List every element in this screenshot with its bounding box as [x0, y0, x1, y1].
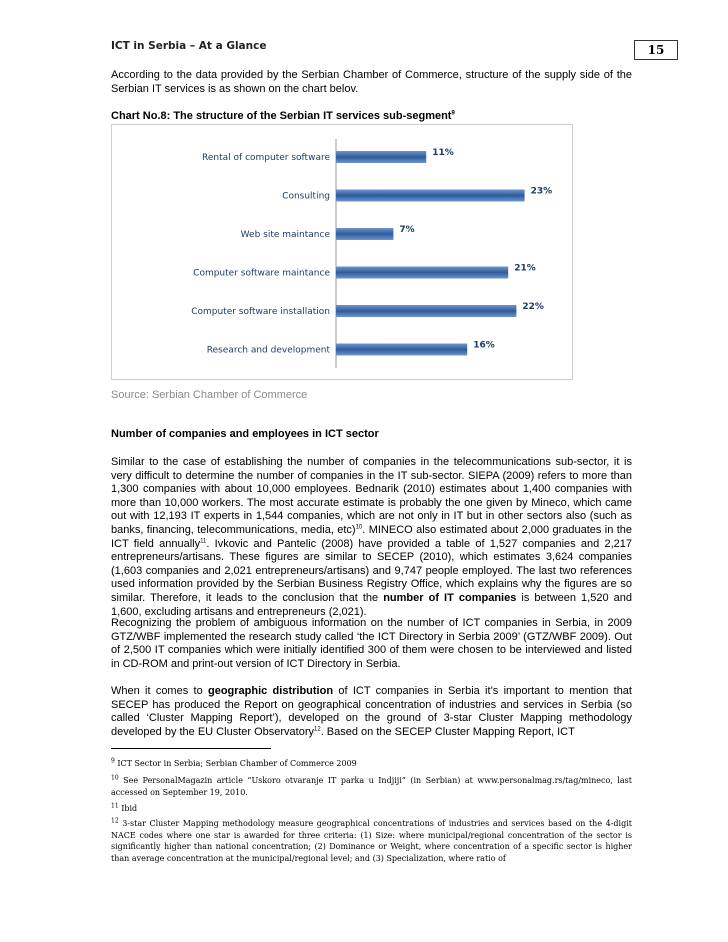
- footnote-number: 9: [111, 757, 115, 765]
- category-label: Web site maintance: [240, 230, 330, 240]
- paragraph-directory: Recognizing the problem of ambiguous information on the number of ICT companies in Serbia, in 2009 GTZ/WBF implemented the research study called ‘the ICT Directory in Serbia 2009’ (GTZ/WBF 2009). Out of 2,500 IT companies which were initially identified 300 of them were chosen to be interviewed and listed in CD-ROM and print-out version of ICT Directory in Serbia.: [111, 617, 632, 670]
- footnote-12: [111, 818, 632, 864]
- footnote-ref: 10: [355, 524, 363, 531]
- footnote-11: [111, 803, 632, 815]
- data-label: 21%: [514, 263, 536, 274]
- category-label: Rental of computer software: [202, 153, 330, 163]
- page-number: 15: [634, 40, 678, 60]
- text-run: Similar to the case of establishing the number of companies in the telecommunications sub-sector, it is very difficult to determine the number of companies in the IT sub-sector. SIEPA (2009) refers to more than 1,300 companies with about 10,000 employees. Bednarik (2010) estimates about 1,400 companies with more than 10,000 workers. The most accurate estimate is probably the one given by Mineco, which came out with 12,193 IT experts in 1,544 companies, which are not only in IT but in other sectors also (such as banks, financing, telecommunications, media, etc): [111, 456, 632, 536]
- footnote-9: [111, 758, 632, 770]
- data-label: 16%: [473, 340, 495, 351]
- bar: [336, 151, 426, 163]
- bar: [336, 267, 508, 279]
- chart-caption: [111, 110, 455, 122]
- category-label: Consulting: [282, 191, 330, 202]
- running-header: ICT in Serbia – At a Glance: [111, 40, 267, 52]
- data-label: 23%: [530, 186, 553, 197]
- data-label: 7%: [399, 225, 415, 235]
- data-label: 22%: [522, 302, 544, 312]
- data-label: 11%: [432, 148, 454, 158]
- bar: [336, 344, 467, 356]
- category-label: Computer software installation: [191, 307, 330, 317]
- text-run: . Based on the SECEP Cluster Mapping Report, ICT: [320, 725, 575, 738]
- text-run: is between 1,520 and 1,600, excluding artisans and entrepreneurs (2,021).: [111, 591, 632, 618]
- bar: [336, 190, 525, 202]
- footnote-text: ICT Sector in Serbia; Serbian Chamber of Commerce 2009: [117, 759, 357, 768]
- footnote-ref: 9: [451, 110, 455, 117]
- footnote-number: 10: [111, 774, 119, 782]
- intro-paragraph: According to the data provided by the Serbian Chamber of Commerce, structure of the supply side of the Serbian IT services is as shown on the chart belov.: [111, 69, 632, 95]
- category-label: Computer software maintance: [193, 268, 330, 279]
- bold-phrase: number of IT companies: [383, 591, 517, 604]
- text-run: . MINECO also estimated about 2,000 graduates in the ICT field annually: [111, 523, 632, 550]
- text-run: of ICT companies in Serbia it’s important to mention that SECEP has produced the Report on geographical concentration of industries and services in Serbia (so called ‘Cluster Mapping Report’), developed on the ground of 3-star Cluster Mapping methodology developed by the EU Cluster Observatory: [111, 685, 632, 738]
- bar-chart: [111, 124, 573, 380]
- text-run: When it comes to: [111, 685, 208, 697]
- section-heading: Number of companies and employees in ICT sector: [111, 428, 379, 440]
- footnote-number: 12: [111, 817, 119, 825]
- footnote-10: [111, 775, 632, 798]
- footnote-divider: [111, 748, 271, 749]
- text-run: . Ivkovic and Pantelic (2008) have provided a table of 1,527 companies and 2,217 entrepreneurs/artisans. These figures are similar to SECEP (2010), which estimates 3,624 companies (1,603 companies and 2,021 entrepreneurs/artisans) and 9,747 people employed. The last two references used information provided by the Serbian Business Registry Office, which explains why the figures are so similar. Therefore, it leads to the conclusion that the: [111, 537, 632, 604]
- chart-source: Source: Serbian Chamber of Commerce: [111, 389, 308, 401]
- footnote-text: See PersonalMagazin article “Uskoro otvaranje IT parka u Indjiji” (in Serbian) at www.personalmag.rs/tag/mineco, last accessed on September 19, 2010.: [111, 776, 633, 797]
- footnote-ref: 12: [314, 726, 321, 733]
- bar: [336, 228, 393, 240]
- bold-phrase: geographic distribution: [207, 685, 334, 697]
- chart-canvas: [112, 125, 572, 379]
- paragraph-companies: [111, 456, 632, 619]
- category-label: Research and development: [206, 345, 330, 356]
- footnote-text: 3-star Cluster Mapping methodology measure geographical concentrations of industries and services based on the 4-digit NACE codes where one star is awarded for three criteria: (1) Size: where municipal/regional concentration of the sector is significantly higher than national concentration; (2) Dominance or Weight, where concentration of a specific sector is higher than average concentration at the municipal/regional level; and (3) Specialization, where ratio of: [111, 819, 632, 863]
- bar: [336, 305, 516, 317]
- chart-caption-text: Chart No.8: The structure of the Serbian IT services sub-segment: [111, 110, 452, 122]
- footnote-ref: 11: [200, 537, 207, 544]
- paragraph-geographic: [111, 685, 632, 739]
- footnote-number: 11: [111, 802, 119, 810]
- footnote-text: Ibid: [121, 804, 138, 813]
